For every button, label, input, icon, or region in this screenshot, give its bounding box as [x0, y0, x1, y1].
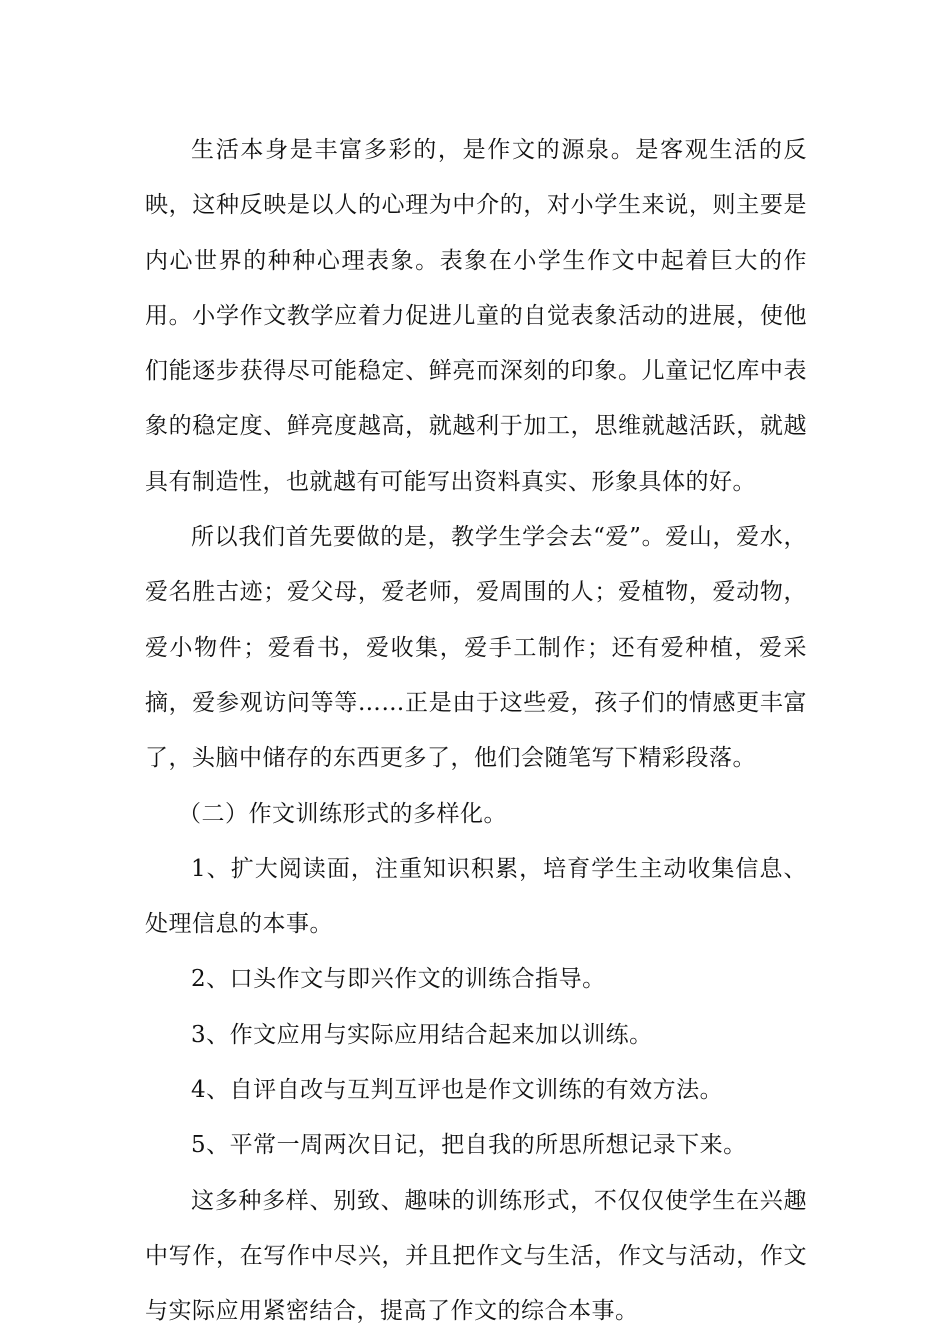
list-item-reading: 1、扩大阅读面，注重知识积累，培育学生主动收集信息、处理信息的本事。 [145, 855, 807, 938]
paragraph-teach-love: 所以我们首先要做的是，教学生学会去“爱”。爱山，爱水，爱名胜古迹；爱父母，爱老师，爱周围的人；爱植物，爱动物，爱小物件；爱看书，爱收集，爱手工制作；还有爱种植，爱采摘，爱参观访问等等……正是由于这些爱，孩子们的情感更丰富了，头脑中储存的东西更多了，他们会随笔写下精彩段落。 [145, 524, 807, 772]
list-item-oral-composition: 2、口头作文与即兴作文的训练合指导。 [191, 966, 606, 993]
paragraph-life-source: 生活本身是丰富多彩的，是作文的源泉。是客观生活的反映，这种反映是以人的心理为中介的，对小学生来说，则主要是内心世界的种种心理表象。表象在小学生作文中起着巨大的作用。小学作文教学应着力促进儿童的自觉表象活动的进展，使他们能逐步获得尽可能稳定、鲜亮而深刻的印象。儿童记忆库中表象的稳定度、鲜亮度越高，就越利于加工，思维就越活跃，就越具有制造性，也就越有可能写出资料真实、形象具体的好。 [145, 137, 807, 495]
paragraph-conclusion: 这多种多样、别致、趣味的训练形式，不仅仅使学生在兴趣中写作，在写作中尽兴，并且把作文与生活，作文与活动，作文与实际应用紧密结合，提高了作文的综合本事。 [145, 1187, 807, 1325]
list-item-practical-application: 3、作文应用与实际应用结合起来加以训练。 [191, 1021, 653, 1048]
section-heading-training-forms: （二）作文训练形式的多样化。 [178, 800, 507, 827]
list-item-self-evaluation: 4、自评自改与互判互评也是作文训练的有效方法。 [191, 1077, 724, 1104]
document-body [145, 123, 807, 1340]
list-item-diary: 5、平常一周两次日记，把自我的所思所想记录下来。 [191, 1132, 747, 1159]
